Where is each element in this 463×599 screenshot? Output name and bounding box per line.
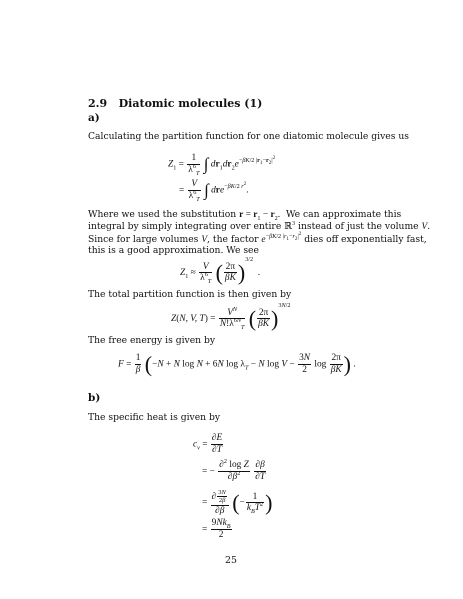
equation-cv-line3: = ∂ $\frac{3N}{2\beta}$ ∂β (− $\frac{1}{k_BT^2}$ ) [202, 489, 273, 516]
substitution-line1: Where we used the substitution $r = r_1 - r_2$. We can approximate this [88, 209, 402, 222]
equation-free-energy: F = $\frac{1}{\beta}$ (−N + N log N + 6N $\log \lambda_T - N$ log V − $\frac{3N}{2}$ log $\frac{2\pi}{\beta K}$ ) . [118, 351, 356, 377]
equation-z1-line2: = $\frac{V}{\lambda^6_T}$ ∫ dre$^{-\beta K/2 r^2}$. [179, 179, 249, 203]
equation-total-partition: Z(N, V, T) = $\frac{V^N}{N!\lambda^{6N}_T}$ ( $\frac{2\pi}{\beta K}$ )$^{3N/2}$ [171, 302, 291, 332]
line2-text-b: instead of just the volume [298, 221, 419, 232]
section-title: Diatomic molecules (1) [118, 97, 263, 110]
equation-cv-line1: $c_v$ = $\frac{\partial E}{\partial T}$ [193, 433, 223, 455]
line3-text-a: Since for large volumes [88, 234, 199, 246]
equation-cv-line2: = − $\frac{\partial^2 \log Z}{\partial\beta^2}$ $\frac{\partial\beta}{\partial T}$ [202, 457, 266, 482]
total-partition-text: The total partition function is then given by [88, 289, 292, 300]
section-number: 2.9 [88, 97, 108, 110]
equation-z1-line1: $Z_1$ = $\frac{1}{\lambda^6_T}$ ∫ $dr_1dr_2e^{-\beta K/2 |r_1-r_2|^2}$ [168, 153, 276, 177]
subst-text-2: We can approximate this [285, 209, 402, 220]
substitution-line4: this is a good approximation. We see [88, 245, 259, 256]
substitution-line2: integral by simply integrating over entire ℝ$^3$ instead of just the volume V. [88, 219, 431, 232]
intro-paragraph: Calculating the partition function for one diatomic molecule gives us [88, 131, 409, 142]
section-heading [88, 98, 262, 109]
page-number: 25 [225, 555, 237, 566]
substitution-line3: Since for large volumes V, the factor $e^{-\beta K/2 |r_1-r_2|^2}$ dies off exponentially fast, [88, 231, 427, 246]
specific-heat-text: The specific heat is given by [88, 412, 221, 423]
equation-cv-line4: = $\frac{9Nk_B}{2}$ [202, 518, 231, 540]
subst-text-1: Where we used the substitution [88, 209, 237, 220]
line3-text-b: , the factor [207, 234, 259, 246]
line2-text-a: integral by simply integrating over entire [88, 221, 282, 232]
part-b-label: b) [88, 392, 101, 404]
part-a-label: a) [88, 112, 100, 124]
equation-z1-approx: $Z_1$ ≈ $\frac{V}{\lambda^6_T}$ ( $\frac{2\pi}{\beta K}$ )$^{3/2}$ . [180, 256, 261, 286]
free-energy-text: The free energy is given by [88, 335, 216, 346]
line3-text-c: dies off exponentially fast, [304, 234, 427, 246]
